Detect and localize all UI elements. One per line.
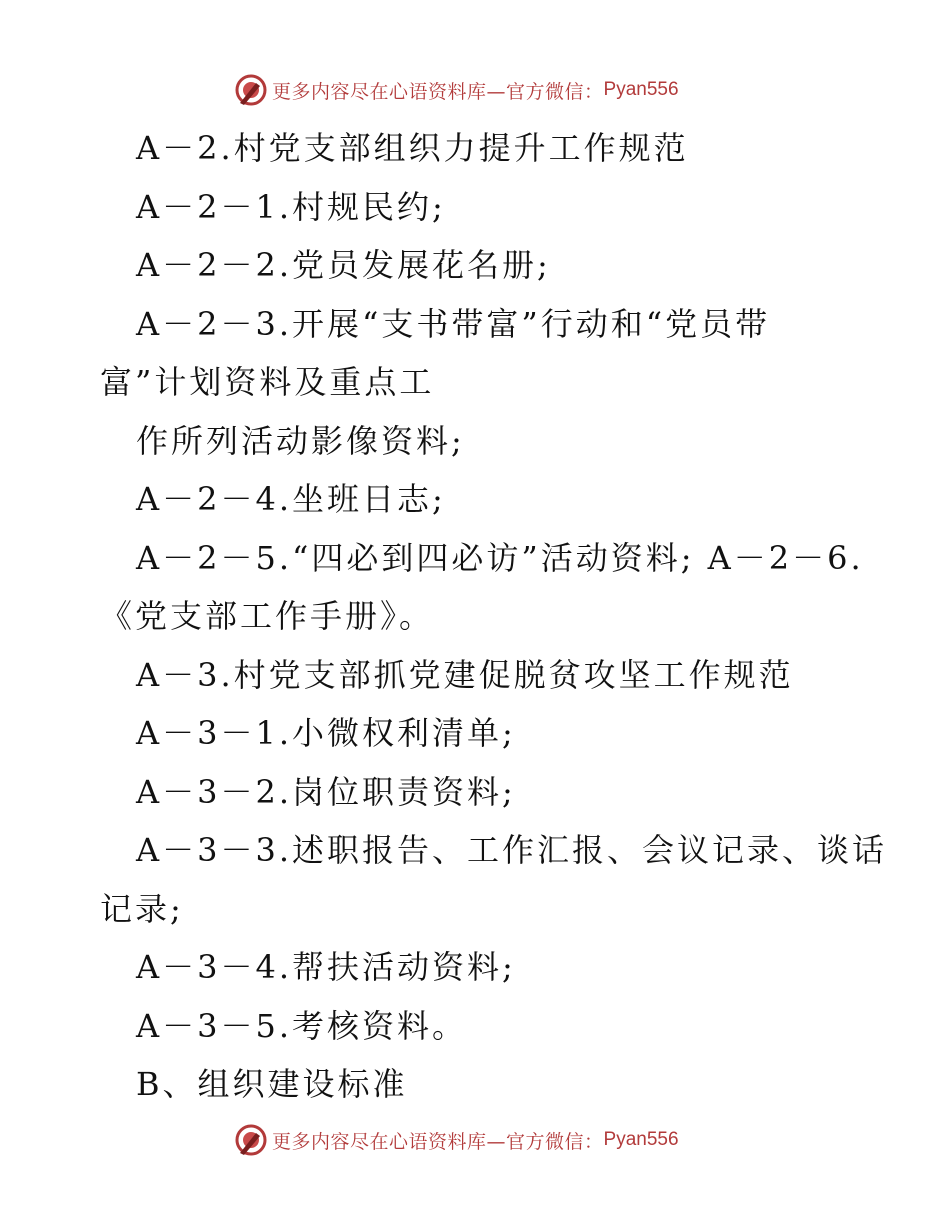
section-heading-a3: A－3.村党支部抓党建促脱贫攻坚工作规范 (136, 655, 794, 694)
list-item: A－2－4.坐班日志; (136, 480, 446, 518)
list-item-continuation: 《党支部工作手册》。 (100, 597, 435, 635)
document-body (100, 119, 888, 1114)
list-item-continuation: 记录; (100, 889, 184, 928)
list-item: A－2－2.党员发展花名册; (136, 246, 551, 284)
list-item: A－3－3.述职报告、工作汇报、会议记录、谈话 (136, 831, 888, 869)
list-item: A－2－5.“四必到四必访”活动资料; A－2－6. (136, 538, 864, 577)
list-item: A－2－3.开展“支书带富”行动和“党员带 (136, 304, 771, 343)
footer-watermark (234, 1122, 679, 1158)
list-item: A－3－5.考核资料。 (136, 1006, 468, 1045)
section-heading-a2: A－2.村党支部组织力提升工作规范 (136, 129, 689, 167)
section-heading-b: B、组织建设标准 (136, 1065, 408, 1103)
list-item: A－3－2.岗位职责资料; (136, 772, 516, 811)
watermark-text: 更多内容尽在心语资料库—官方微信： (272, 80, 604, 103)
watermark-wechat-id: Pyan556 (603, 79, 679, 100)
list-item-continuation: 作所列活动影像资料; (136, 421, 465, 460)
list-item: A－3－4.帮扶活动资料; (136, 948, 516, 986)
header-watermark (234, 72, 679, 108)
list-item: A－3－1.小微权利清单; (136, 714, 516, 752)
list-item-continuation: 富”计划资料及重点工 (100, 363, 435, 401)
watermark-wechat-id: Pyan556 (603, 1129, 679, 1150)
pen-logo-icon (234, 73, 268, 107)
list-item: A－2－1.村规民约; (136, 187, 446, 226)
pen-logo-icon (234, 1123, 268, 1157)
watermark-text: 更多内容尽在心语资料库—官方微信： (272, 1130, 604, 1153)
